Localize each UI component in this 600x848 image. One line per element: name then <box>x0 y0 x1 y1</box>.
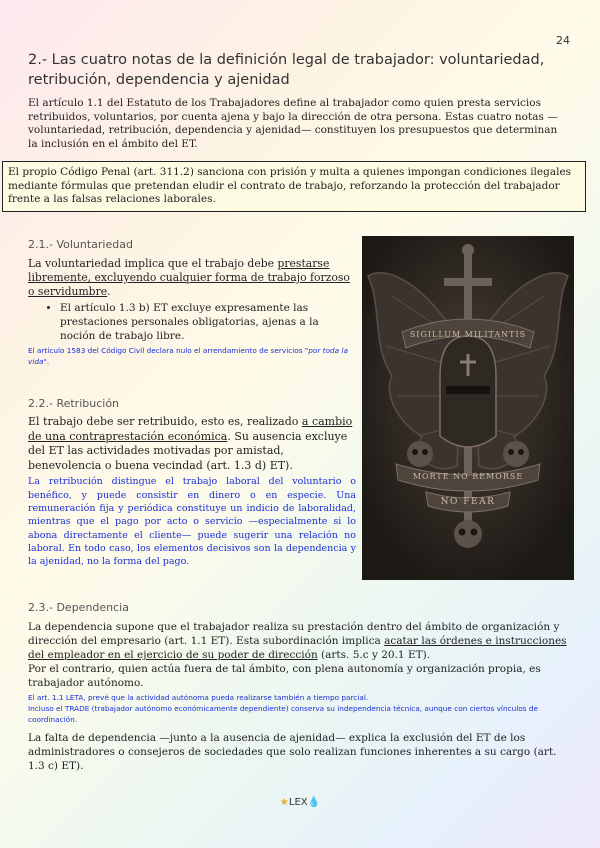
footer-brand: LEX <box>288 797 308 808</box>
retribucion-note: La retribución distingue el trabajo laboral del voluntario o benéfico, y puede consistir en dinero o en especie. Una remuneración fija y periódica constituye un indicio de laboralidad, mientras que el pago por acto o servicio —especialmente si lo abona directamente el cliente— puede sugerir una relación no laboral. En todo caso, los elementos decisivos son la dependencia y la ajenidad, no la forma del pago. <box>28 476 356 568</box>
retribucion-text-underlined: a cambio de una contraprestación económica <box>28 415 353 443</box>
banner-mid-text: MORTE NO REMORSE <box>412 472 524 481</box>
star-icon: ★ <box>279 797 289 808</box>
voluntariedad-text-end: . <box>107 285 111 298</box>
voluntariedad-note-italic: "por toda la vida" <box>28 346 348 366</box>
retribucion-text <box>28 415 356 473</box>
highlight-box <box>2 161 586 212</box>
dependencia-text-underlined: acatar las órdenes e instrucciones del empleador en el ejercicio de su poder de dirección <box>28 635 567 661</box>
voluntariedad-text <box>28 257 356 299</box>
dependencia-text-start: La dependencia supone que el trabajador realiza su prestación dentro del ámbito de organización y dirección del empresario (art. 1.1 ET). Esta subordinación implica <box>28 621 560 647</box>
retribucion-text-start: El trabajo debe ser retribuido, esto es, realizado <box>28 415 302 428</box>
voluntariedad-note-start: El artículo 1583 del Código Civil declara nulo el arrendamiento de servicios <box>28 346 305 355</box>
dependencia-heading: 2.3.- Dependencia <box>28 601 129 614</box>
voluntariedad-text-underlined: prestarse libremente, excluyendo cualquier forma de trabajo forzoso o servidumbre <box>28 257 350 298</box>
dependencia-note-trade: Incluso el TRADE (trabajador autónomo económicamente dependiente) conserva su independencia técnica, aunque con ciertos vínculos de coordinación. <box>28 704 538 724</box>
voluntariedad-section <box>28 238 356 367</box>
section-title: 2.- Las cuatro notas de la definición legal de trabajador: voluntariedad, retribución, dependencia y ajenidad <box>28 52 545 88</box>
dependencia-note-leta: El art. 1.1 LETA, prevé que la actividad autónoma pueda realizarse también a tiempo parcial. <box>28 693 369 702</box>
emblem-illustration <box>362 236 574 580</box>
voluntariedad-note-end: . <box>46 357 50 366</box>
voluntariedad-note <box>28 345 356 367</box>
dependencia-text-exclusion: La falta de dependencia —junto a la ausencia de ajenidad— explica la exclusión del ET de los administradores o consejeros de sociedades que solo realizan funciones inherentes a su cargo (art. 1.3 c) ET). <box>28 732 557 772</box>
voluntariedad-text-start: La voluntariedad implica que el trabajo debe <box>28 257 278 270</box>
retribucion-section <box>28 397 356 568</box>
highlight-text: El propio Código Penal (art. 311.2) sanciona con prisión y multa a quienes impongan condiciones ilegales mediante fórmulas que pretendan eludir el contrato de trabajo, reforzando la protección del trabajador frente a las falsas relaciones laborales. <box>8 166 572 206</box>
knight-emblem-icon <box>362 236 574 580</box>
dependencia-text-end: (arts. 5.c y 20.1 ET). <box>317 649 431 661</box>
dependencia-section <box>28 601 576 773</box>
banner-bottom-text: NO FEAR <box>440 497 496 507</box>
footer-logo <box>0 797 600 808</box>
dependencia-text <box>28 620 576 662</box>
voluntariedad-heading: 2.1.- Voluntariedad <box>28 238 133 251</box>
page-number: 24 <box>556 34 570 47</box>
retribucion-heading: 2.2.- Retribución <box>28 397 120 410</box>
retribucion-text-end: . Su ausencia excluye del ET las actividades motivadas por amistad, benevolencia o buena vecindad (art. 1.3 d) ET). <box>28 429 348 472</box>
voluntariedad-bullet-item: • El artículo 1.3 b) ET excluye expresamente las prestaciones personales obligatorias, ajenas a la noción de trabajo libre. <box>60 301 356 343</box>
intro-paragraph: El artículo 1.1 del Estatuto de los Trabajadores define al trabajador como quien presta servicios retribuidos, voluntarios, por cuenta ajena y bajo la dirección de otra persona. Estas cuatro notas —voluntariedad, retribución, dependencia y ajenidad— constituyen los presupuestos que determinan la inclusión en el ámbito del ET. <box>28 97 558 150</box>
banner-top-text: SIGILLUM MILITANTIS <box>409 330 527 339</box>
drop-icon: 💧 <box>307 797 321 808</box>
voluntariedad-bullets <box>28 301 356 343</box>
dependencia-text-autonomo: Por el contrario, quien actúa fuera de tal ámbito, con plena autonomía y organización propia, es trabajador autónomo. <box>28 663 541 689</box>
